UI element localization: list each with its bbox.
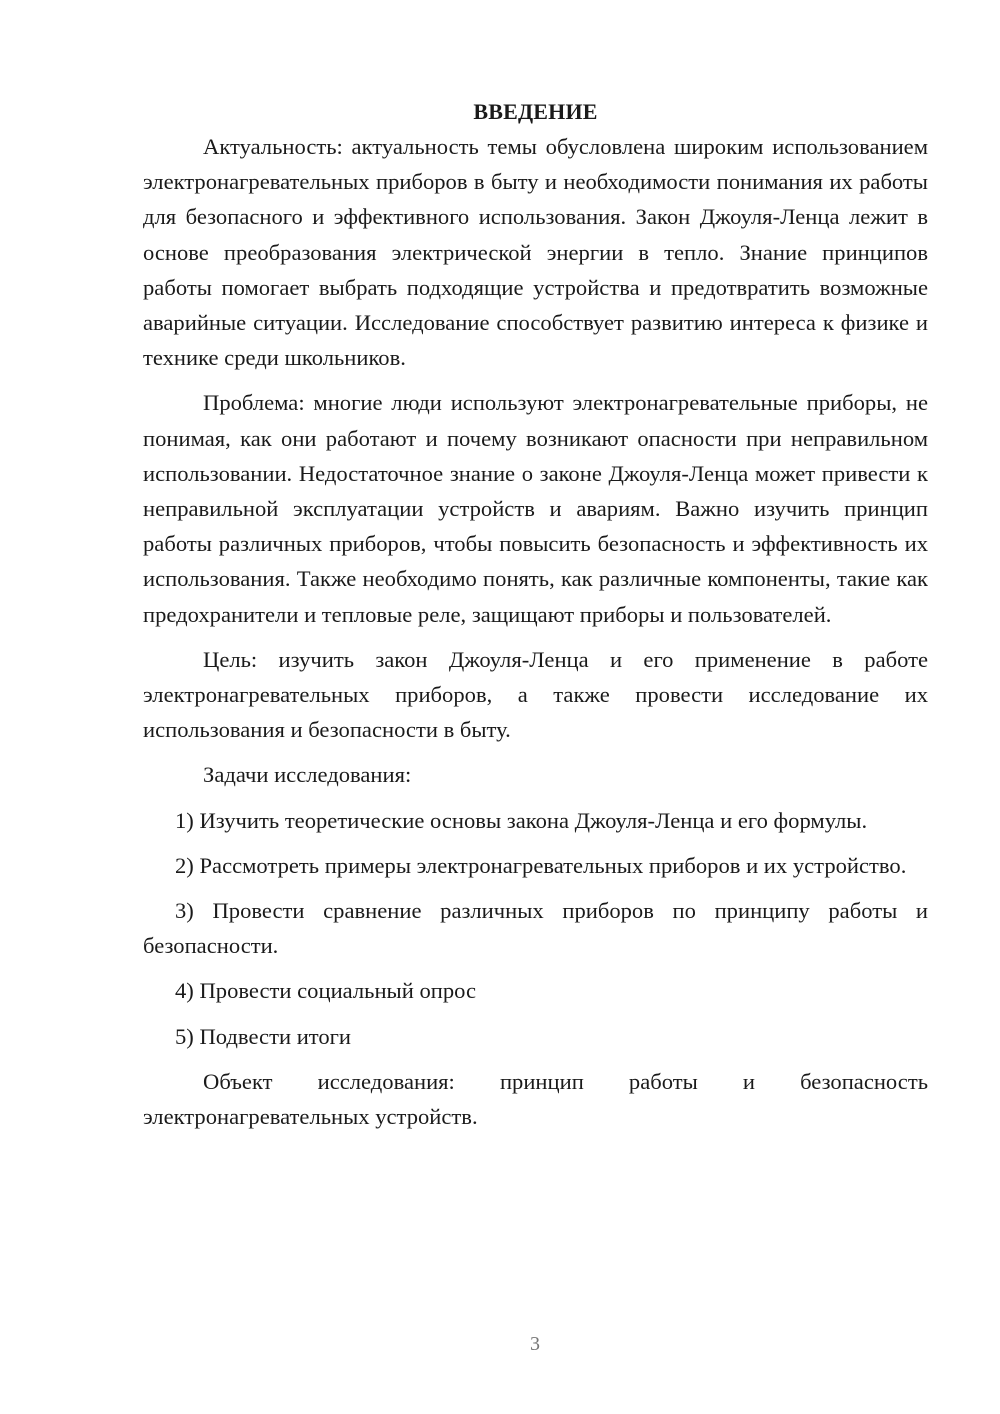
paragraph-problem: Проблема: многие люди используют электронагревательные приборы, не понимая, как они работают и почему возникают опасности при неправильном использовании. Недостаточное знание о законе Джоуля-Ленца может привести к неправильной эксплуатации устройств и авариям. Важно изучить принцип работы различных приборов, чтобы повысить безопасность и эффективность их использования. Также необходимо понять, как различные компоненты, такие как предохранители и тепловые реле, защищают приборы и пользователей. — [143, 390, 928, 627]
page-number: 3 — [530, 1333, 540, 1355]
task-item-2: 2) Рассмотреть примеры электронагревательных приборов и их устройство. — [175, 852, 907, 878]
tasks-heading: Задачи исследования: — [203, 762, 412, 788]
task-item-4: 4) Провести социальный опрос — [175, 978, 477, 1004]
task-item-3: 3) Провести сравнение различных приборов по принципу работы и безопасности. — [143, 898, 928, 959]
paragraph-goal: Цель: изучить закон Джоуля-Ленца и его применение в работе электронагревательных приборов, а также провести исследование их использования и безопасности в быту. — [143, 646, 928, 743]
paragraph-object: Объект исследования: принцип работы и безопасность электронагревательных устройств. — [143, 1068, 928, 1130]
paragraph-relevance: Актуальность: актуальность темы обусловлена широким использованием электронагревательных приборов в быту и необходимости понимания их работы для безопасного и эффективного использования. Закон Джоуля-Ленца лежит в основе преобразования электрической энергии в тепло. Знание принципов работы помогает выбрать подходящие устройства и предотвратить возможные аварийные ситуации. Исследование способствует развитию интереса к физике и технике среди школьников. — [143, 134, 928, 371]
page-title: ВВЕДЕНИЕ — [473, 99, 598, 124]
page-content — [143, 94, 928, 1144]
task-item-5: 5) Подвести итоги — [175, 1023, 352, 1049]
task-item-1: 1) Изучить теоретические основы закона Джоуля-Ленца и его формулы. — [175, 807, 868, 833]
